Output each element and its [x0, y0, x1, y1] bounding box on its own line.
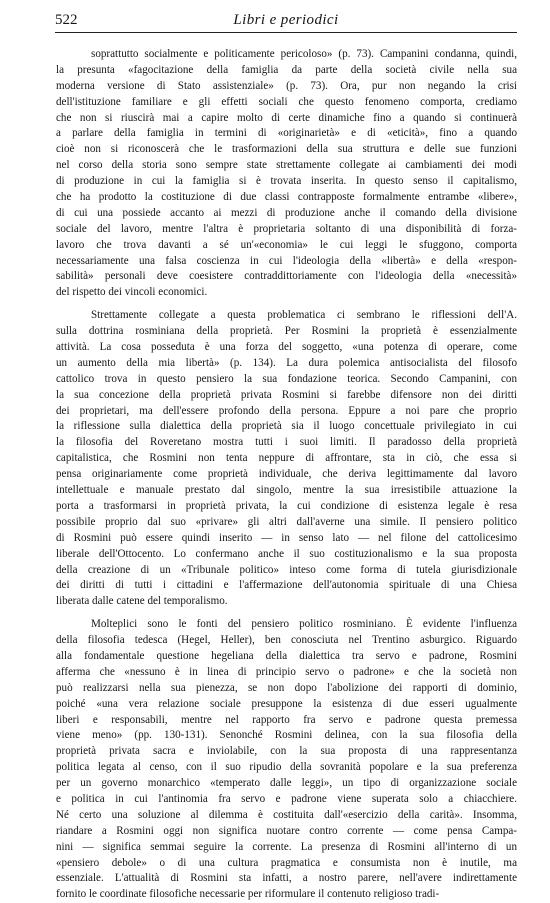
- text-line: afferma che «nessuno è in linea di principio servo o padrone» e che la società non: [56, 665, 517, 678]
- text-line: nini — significa semmai seguire la corrente. La presenza di Rosmini all'interno di un: [56, 840, 517, 853]
- text-line: sabilità» personali deve coesistere contraddittoriamente con l'ideologia della «necessità»: [56, 270, 517, 283]
- page-header: [55, 10, 517, 30]
- text-line: di Rosmini può essere quindi inserito — in senso lato — nel filone del cattolicesimo: [56, 531, 517, 544]
- text-line: Strettamente collegate a questa problematica ci sembrano le riflessioni dell'A.: [91, 309, 517, 322]
- text-line: Né certo una soluzione al dilemma è costituita dall'«esercizio della carità». Insomma,: [56, 808, 517, 821]
- text-line: che ha prodotto la costituzione di due classi contrapposte formalmente entrambe «libere»,: [56, 191, 517, 204]
- text-line: di produzione in cui la famiglia si è trovata inserita. In questo senso il capitalismo,: [56, 175, 517, 188]
- text-line: viene meno» (pp. 130-131). Senonché Rosmini delinea, con la sua filosofia della: [56, 729, 517, 742]
- text-line: sociale del lavoro, mentre l'altra è proprietaria soltanto di una disponibilità di forza-: [56, 222, 517, 235]
- text-line: liberi e responsabili, mentre nel rapporto fra servo e padrone questa premessa: [56, 713, 517, 726]
- text-line: proprietà privata sacra e inviolabile, con la sua proposta di una rappresentanza: [56, 745, 517, 758]
- article-body: [56, 47, 517, 903]
- text-line: moderna versione di Stato assistenziale» (p. 73). Ora, pur non negando la crisi: [56, 79, 517, 92]
- text-line: dei proprietari, ma dell'essere profondo della persona. Eppure a noi pare che proprio: [56, 404, 517, 417]
- header-rule: [55, 32, 517, 33]
- text-line: essenziale. L'attualità di Rosmini sta infatti, a nostro parere, nell'avere indirettamente: [56, 872, 517, 885]
- text-line: pensa originariamente come proprietà individuale, che deriva legittimamente dal lavoro: [56, 468, 517, 481]
- text-line: sulla dottrina rosminiana della proprietà. Per Rosmini la proprietà è essenzialmente: [56, 325, 517, 338]
- text-line: liberata dalle catene del temporalismo.: [56, 595, 228, 608]
- text-line: nel corso della storia sono sempre state strettamente collegate ai cambiamenti dei modi: [56, 159, 517, 172]
- text-line: del rispetto dei vincoli economici.: [56, 286, 208, 299]
- text-line: politica legata al censo, con il suo ripudio della sovranità popolare e la sua preferenza: [56, 761, 517, 774]
- text-line: lavoro che trova davanti a sé un'«economia» le cui leggi le sfuggono, comporta: [56, 238, 517, 251]
- paragraph: [56, 47, 517, 301]
- text-line: un aumento della mia libertà» (p. 134). La dura polemica antisocialista del filosofo: [56, 356, 517, 369]
- text-line: per un governo monarchico «temperato dalle leggi», un tipo di organizzazione sociale: [56, 777, 517, 790]
- text-line: cioè non si riconoscerà che le trasformazioni della sua struttura e delle sue funzioni: [56, 143, 517, 156]
- text-line: alla fondamentale questione hegeliana della dialettica tra servo e padrone, Rosmini: [56, 649, 517, 662]
- text-line: porta a trasformarsi in proprietà privata, la cui condizione di esistenza legale è resa: [56, 499, 517, 512]
- text-line: intellettuale e manuale prestato dal singolo, mentre la sua irresistibile attuazione la: [56, 484, 517, 497]
- text-line: «pensiero debole» o di una cultura pragmatica e consumista non è inutile, ma: [56, 856, 517, 869]
- text-line: necessariamente una falsa coscienza in cui l'ideologia della «libertà» e della «respon-: [56, 254, 517, 267]
- text-line: della creazione di un «Tribunale politico» inteso come forma di tutela giurisdizionale: [56, 563, 517, 576]
- text-line: della filosofia tedesca (Hegel, Heller), ben conosciuta nel Trentino asburgico. Riguardo: [56, 634, 517, 647]
- text-line: fornito le coordinate filosofiche necessarie per riformulare il contenuto religioso tradi-: [56, 888, 440, 901]
- paragraph: [56, 308, 517, 610]
- text-line: capitalistica, che Rosmini non tenta neppure di affrontare, sta in ciò, che essa si: [56, 452, 517, 465]
- text-line: Molteplici sono le fonti del pensiero politico rosminiano. È evidente l'influenza: [91, 618, 517, 631]
- text-line: liberale dell'Ottocento. Lo confermano anche il suo costituzionalismo e la sua proposta: [56, 547, 517, 560]
- text-line: dell'istituzione familiare e gli effetti sociali che questo fenomeno comporta, crediamo: [56, 95, 517, 108]
- text-line: la presunta «fagocitazione della famiglia da parte della società civile nella sua: [56, 63, 517, 76]
- text-line: la filosofia del Roveretano mostra tutti i suoi limiti. Il paradosso della proprietà: [56, 436, 517, 449]
- text-line: a parlare della famiglia in termini di «originarietà» e di «eticità», fino a quando: [56, 127, 517, 140]
- text-line: poiché «una vera relazione sociale presuppone la esistenza di due esseri ugualmente: [56, 697, 517, 710]
- text-line: la sua concezione della proprietà privata Rosmini si farebbe difensore non dei diritti: [56, 388, 517, 401]
- text-line: che non si riuscirà mai a capire molto di certe dinamiche fino a quando si continuerà: [56, 111, 517, 124]
- text-line: di cui una possiede accanto ai mezzi di produzione anche il comando della divisione: [56, 206, 517, 219]
- running-title: Libri e periodici: [233, 12, 339, 28]
- text-line: attività. La cosa posseduta è una forza del soggetto, «una potenza di operare, come: [56, 341, 517, 354]
- text-line: e politica in cui l'antinomia fra servo e padrone viene superata solo a chiacchiere.: [56, 792, 517, 805]
- page-number: 522: [55, 12, 78, 28]
- text-line: può realizzarsi nella sua pienezza, se non dopo l'abolizione dei rapporti di dominio,: [56, 681, 517, 694]
- text-line: possibile proprio dal suo «privare» gli altri dall'averne una simile. Il pensiero politico: [56, 515, 517, 528]
- paragraph: [56, 617, 517, 903]
- text-line: la riflessione sulla dialettica della proprietà sia il luogo concettuale privilegiato in cui: [56, 420, 517, 433]
- text-line: soprattutto socialmente e politicamente pericoloso» (p. 73). Campanini condanna, quindi,: [91, 48, 517, 60]
- text-line: riandare a Rosmini oggi non significa nuotare contro corrente — come pensa Campa-: [56, 824, 517, 837]
- text-line: cattolico trova in questo pensiero la sua fondazione teorica. Secondo Campanini, con: [56, 372, 517, 385]
- text-line: dei diritti di tutti i cittadini e l'affermazione dell'autonomia spirituale di una Chiesa: [56, 579, 517, 592]
